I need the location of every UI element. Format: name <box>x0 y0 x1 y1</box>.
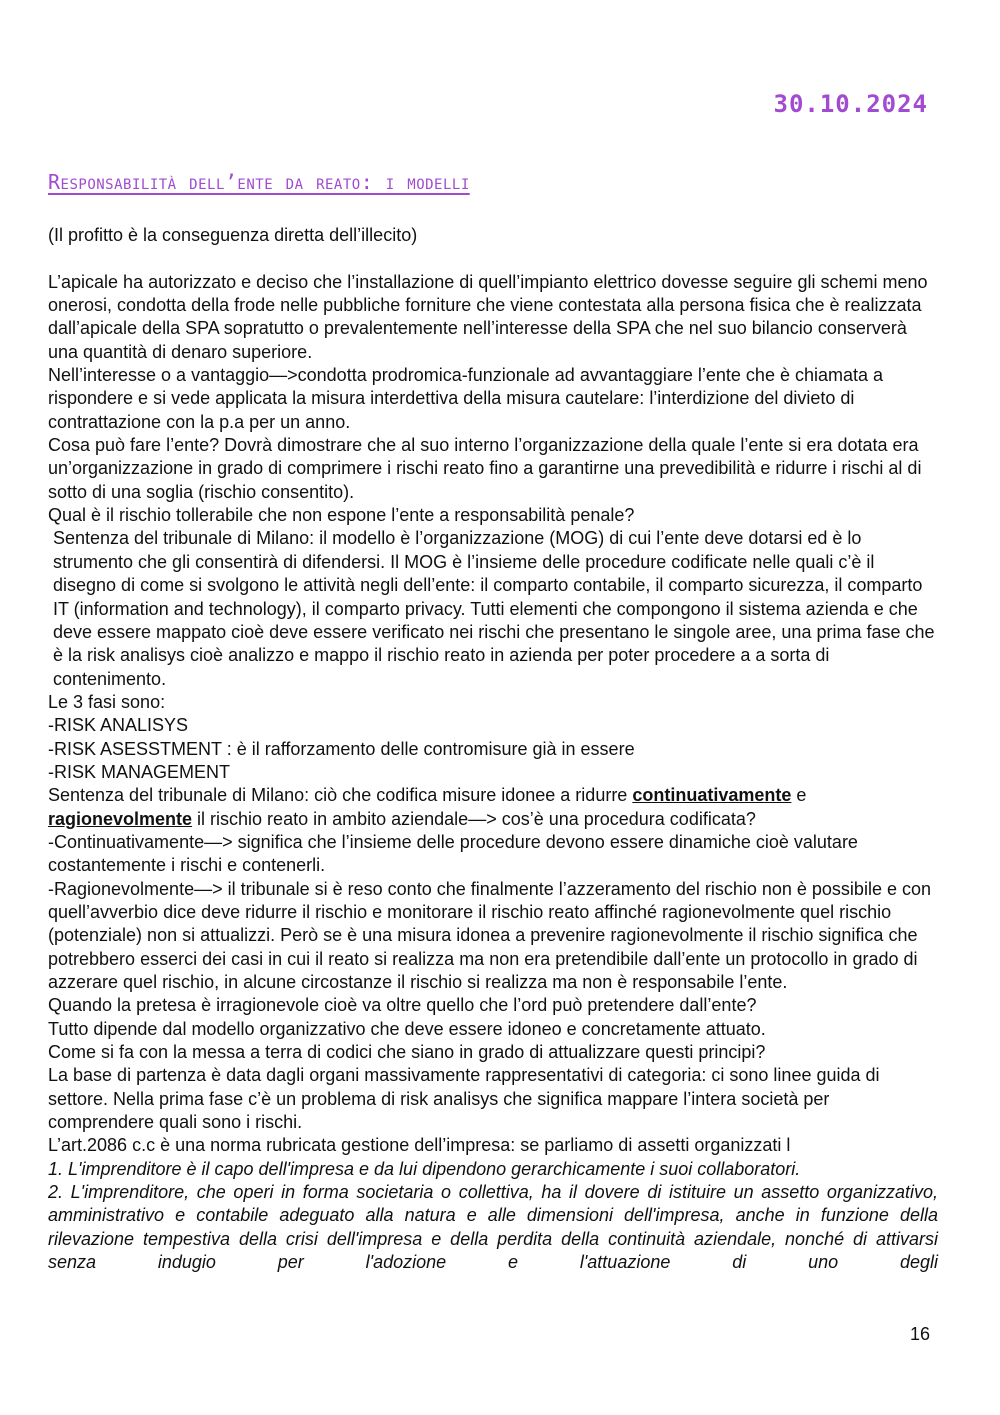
emphasized-term: continuativamente <box>632 785 792 806</box>
paragraph: Tutto dipende dal modello organizzativo che deve essere idoneo e concretamente attuato. <box>48 1018 766 1039</box>
text-run: e <box>791 785 807 806</box>
list-item: -RISK ANALISYS <box>48 715 189 736</box>
page-number: 16 <box>909 1324 930 1344</box>
paragraph: Come si fa con la messa a terra di codici che siano in grado di attualizzare questi principi? <box>48 1042 766 1063</box>
text-run: il rischio reato in ambito aziendale—> cos’è una procedura codificata? <box>192 808 756 829</box>
law-quote: 1. L'imprenditore è il capo dell'impresa e da lui dipendono gerarchicamente i suoi collaboratori. <box>48 1158 801 1179</box>
paragraph: L’apicale ha autorizzato e deciso che l’installazione di quell’impianto elettrico dovesse seguire gli schemi meno onerosi, condotta della frode nelle pubbliche forniture che viene contestata alla persona fisica che è realizzata dall’apicale della SPA sopratutto o prevalentemente nell’interesse della SPA che nel suo bilancio conserverà una quantità di denaro superiore. <box>48 271 928 362</box>
law-quote: 2. L'imprenditore, che operi in forma societaria o collettiva, ha il dovere di istituire un assetto organizzativo, amministrativo e contabile adeguato alla natura e alle dimensioni dell'impresa, anche in funzione della rilevazione tempestiva della crisi dell'impresa e della perdita della continuità aziendale, nonché di attivarsi senza indugio per l'adozione e l'attuazione di uno degli <box>48 1182 938 1273</box>
paragraph: La base di partenza è data dagli organi massivamente rappresentativi di categoria: ci sono linee guida di settore. Nella prima fase c’è un problema di risk analisys che significa mappare l’intera società per comprendere quali sono i rischi. <box>48 1065 880 1133</box>
paragraph: -Continuativamente—> significa che l’insieme delle procedure devono essere dinamiche cioè valutare costantemente i rischi e contenerli. <box>48 831 858 876</box>
list-item: -RISK MANAGEMENT <box>48 761 231 782</box>
paragraph: Qual è il rischio tollerabile che non espone l’ente a responsabilità penale? <box>48 505 635 526</box>
paragraph: Cosa può fare l’ente? Dovrà dimostrare che al suo interno l’organizzazione della quale l’ente si era dotata era un’organizzazione in grado di comprimere i rischi reato fino a garantirne una prevedibilità e ridurre i rischi al di sotto di una soglia (rischio consentito). <box>48 435 922 502</box>
emphasized-term: ragionevolmente <box>48 808 193 829</box>
paragraph-with-emphasis <box>48 784 938 831</box>
text-run: Sentenza del tribunale di Milano: ciò che codifica misure idonee a ridurre <box>48 785 633 806</box>
list-item: -RISK ASESSTMENT : è il rafforzamento delle contromisure già in essere <box>48 738 635 759</box>
document-body <box>48 224 938 1274</box>
paragraph: Le 3 fasi sono: <box>48 691 166 712</box>
paragraph: (Il profitto è la conseguenza diretta dell’illecito) <box>48 225 418 245</box>
paragraph: Quando la pretesa è irragionevole cioè va oltre quello che l’ord può pretendere dall’ente? <box>48 995 757 1016</box>
paragraph: -Ragionevolmente—> il tribunale si è reso conto che finalmente l’azzeramento del rischio non è possibile e con quell’avverbio dice deve ridurre il rischio e monitorare il rischio reato affinché ragionevolmente quel rischio (potenziale) non si attualizzi. Però se è una misura idonea a prevenire ragionevolmente il rischio significa che potrebbero esserci dei casi in cui il reato si realizza ma non era pretendibile dall’ente un protocollo in grado di azzerare quel rischio, in alcune circostanze il rischio si realizza ma non è responsabile l’ente. <box>48 878 931 992</box>
paragraph: Sentenza del tribunale di Milano: il modello è l’organizzazione (MOG) di cui l’ente deve dotarsi ed è lo strumento che gli consentirà di difendersi. Il MOG è l’insieme delle procedure codificate nelle quali c’è il disegno di come si svolgono le attività negli dell’ente: il comparto contabile, il comparto sicurezza, il comparto IT (information and technology), il comparto privacy. Tutti elementi che compongono il sistema azienda e che deve essere mappato cioè deve essere verificato nei rischi che presentano le singole aree, una prima fase che è la risk analisys cioè analizzo e mappo il rischio reato in azienda per poter procedere a a sorta di contenimento. <box>53 528 935 689</box>
paragraph: L’art.2086 c.c è una norma rubricata gestione dell’impresa: se parliamo di assetti organizzati l <box>48 1135 791 1156</box>
document-date: 30.10.2024 <box>773 90 928 118</box>
paragraph-spacer <box>48 247 938 270</box>
section-title: Responsabilità dell’ente da reato: i modelli <box>48 170 470 194</box>
paragraph: Nell’interesse o a vantaggio—>condotta prodromica-funzionale ad avvantaggiare l’ente che è chiamata a rispondere e si vede applicata la misura interdettiva della misura cautelare: l’interdizione del divieto di contrattazione con la p.a per un anno. <box>48 365 884 432</box>
